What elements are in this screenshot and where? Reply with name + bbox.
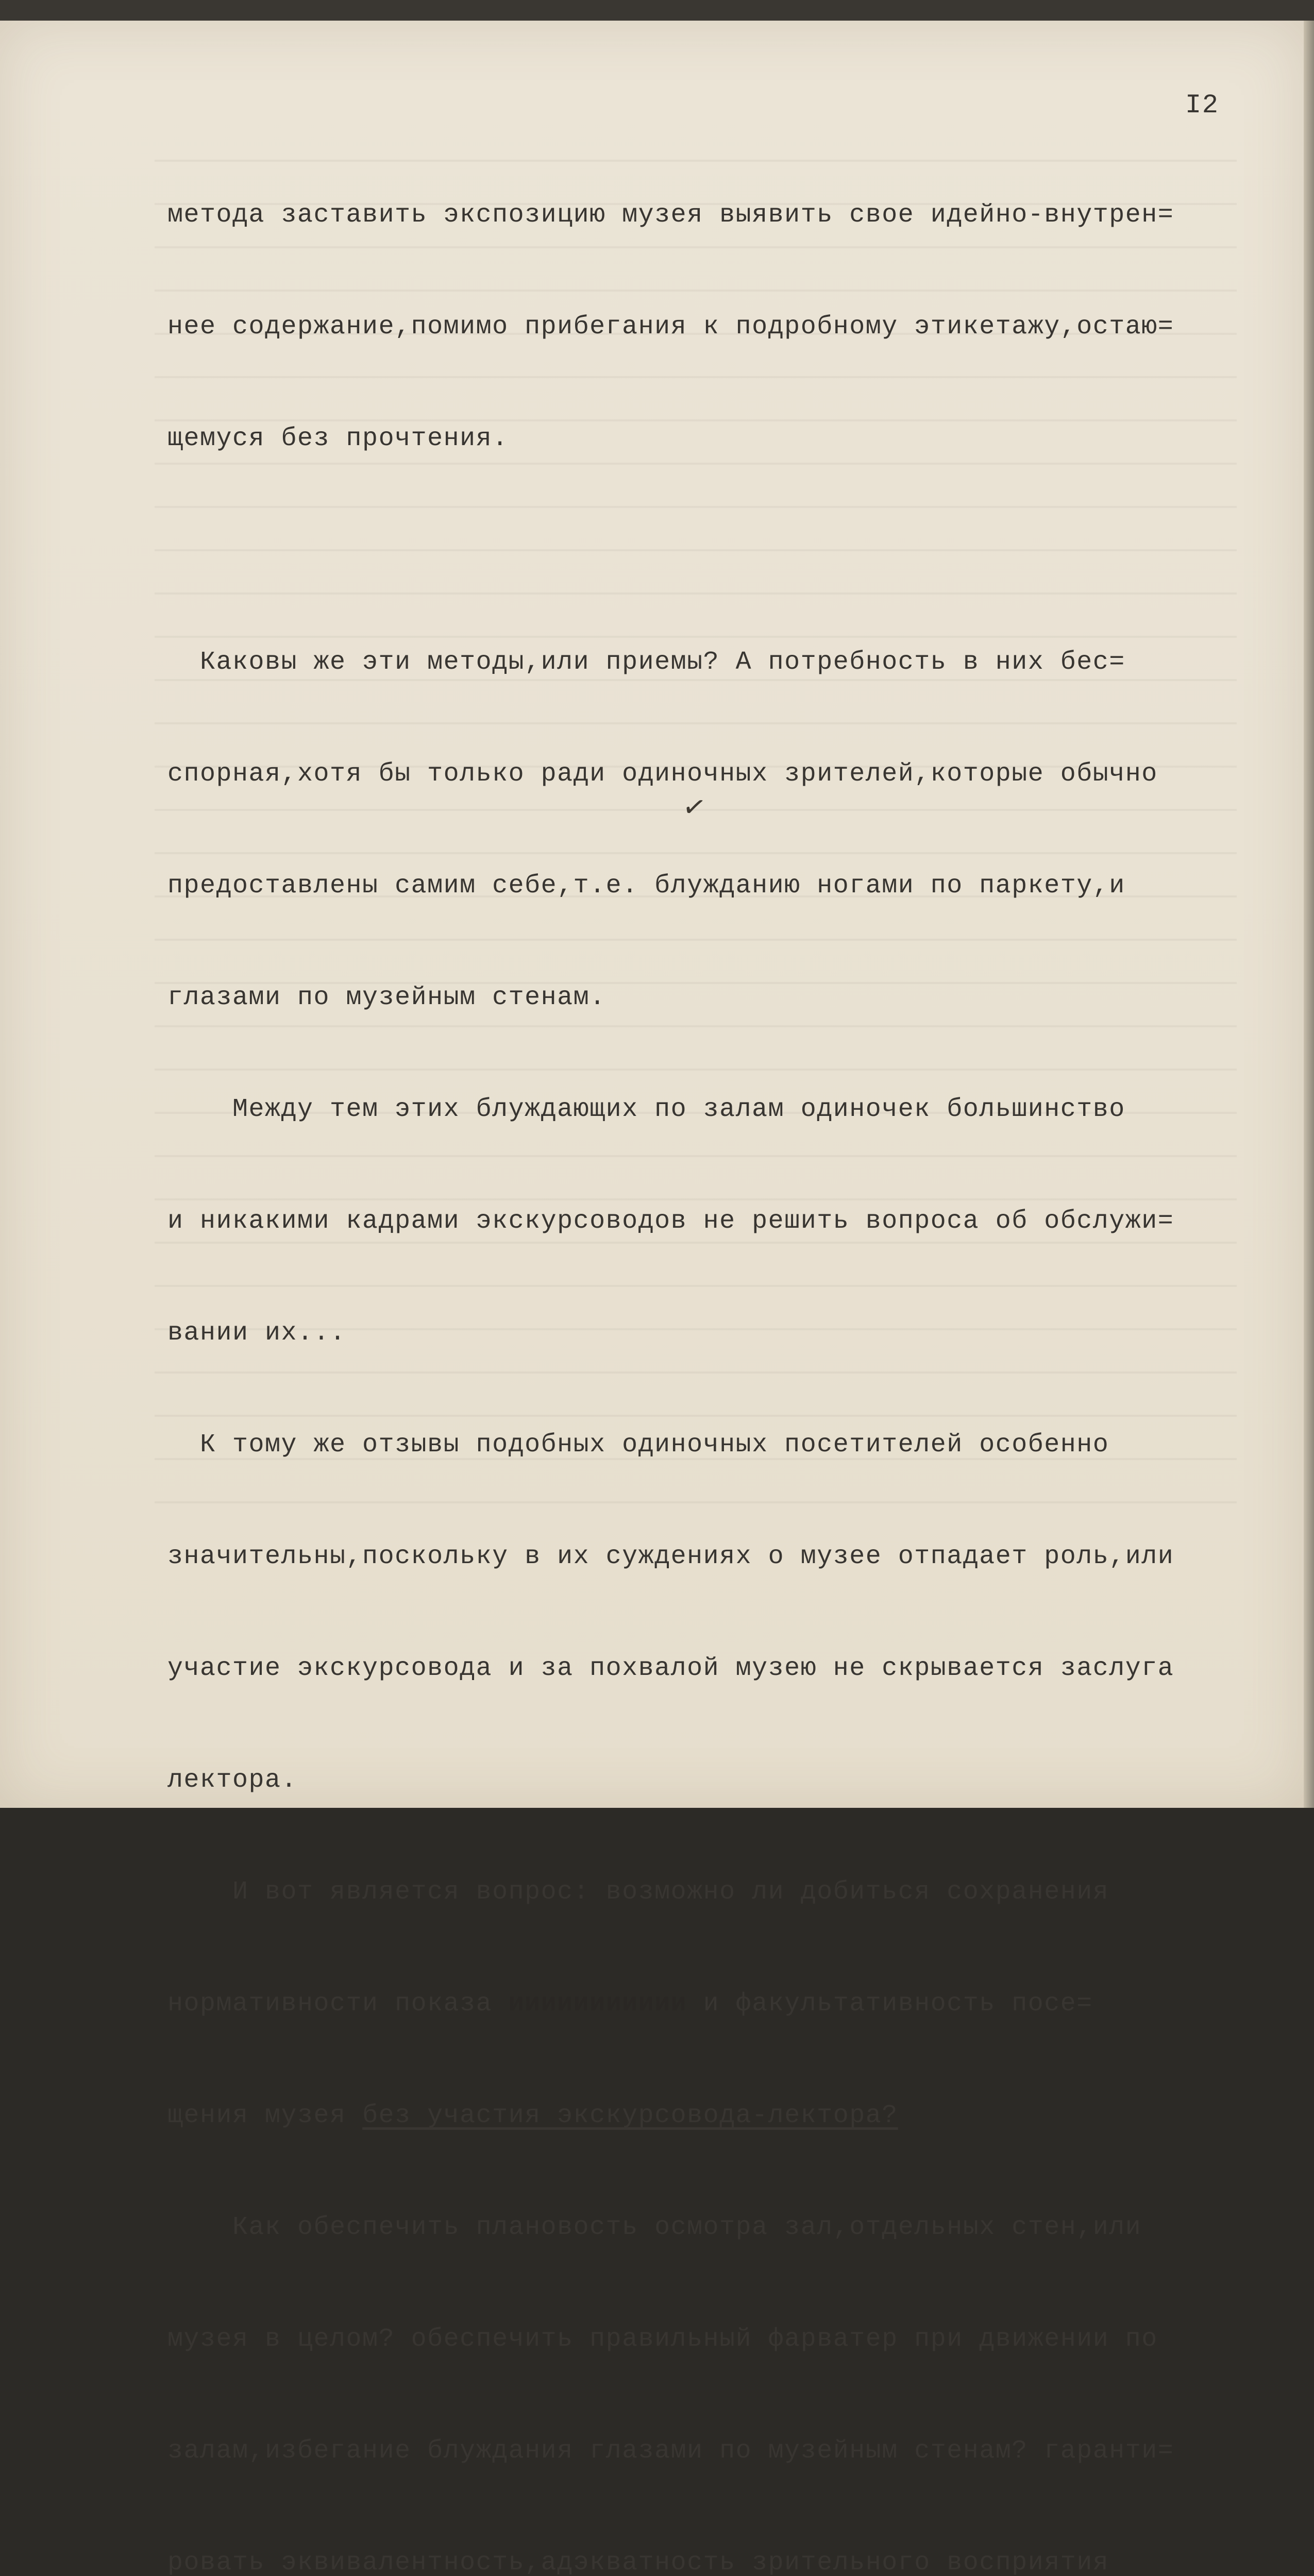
line-end: и факультативность посе=: [687, 1989, 1093, 2019]
text-line: К тому же отзывы подобных одиночных посетителей особенно: [167, 1430, 1109, 1460]
text-line: участие экскурсовода и за похвалой музею не скрывается заслуга: [167, 1654, 1174, 1683]
paper-edge: [1304, 21, 1314, 1808]
text-line-with-underline: [167, 2089, 1190, 2142]
text-line: музея в целом? обеспечить правильный фарватер при движении по: [167, 2325, 1158, 2354]
text-line: и никакими кадрами экскурсоводов не решить вопроса об обслужи=: [167, 1207, 1174, 1236]
text-line: метода заставить экспозицию музея выявить свое идейно-внутрен=: [167, 200, 1174, 230]
line-start: нормативности показа: [167, 1989, 509, 2019]
underlined-phrase: без участия экскурсовода-лектора?: [362, 2101, 898, 2130]
text-line: залам,избегание блуждания глазами по музейным стенам? гаранти=: [167, 2436, 1174, 2466]
text-line-with-strikeover: [167, 1977, 1190, 2030]
text-line: Как обеспечить плановость осмотра зал,отдельных стен,или: [167, 2213, 1142, 2242]
text-line: Между тем этих блуждающих по залам одиночек большинство: [167, 1095, 1125, 1124]
text-line: значительны,поскольку в их суждениях о музее отпадает роль,или: [167, 1542, 1174, 1571]
text-line: предоставлены самим себе,т.е. блужданию ногами по паркету,и: [167, 871, 1125, 901]
text-line: спорная,хотя бы только ради одиночных зрителей,которые обычно: [167, 759, 1158, 789]
blank-line: [167, 524, 1190, 577]
line-start: щения музея: [167, 2101, 363, 2130]
text-line: нее содержание,помимо прибегания к подробному этикетажу,остаю=: [167, 312, 1174, 342]
text-line: Каковы же эти методы,или приемы? А потребность в них бес=: [167, 648, 1125, 677]
typewritten-body: [167, 130, 1190, 2576]
text-line: вании их...: [167, 1318, 346, 1348]
handwritten-check-mark: ✓: [680, 789, 709, 825]
text-line: глазами по музейным стенам.: [167, 983, 606, 1012]
text-line: лектора.: [167, 1766, 298, 1795]
struck-out-word: иииииииииии: [508, 1989, 687, 2019]
text-line: И вот является вопрос: возможно ли добиться сохранения: [167, 1877, 1109, 1907]
text-line: ровать эквивалентность,адэкватность зрительного восприятия: [167, 2548, 1109, 2576]
page-number: I2: [1185, 90, 1219, 121]
text-line: щемуся без прочтения.: [167, 424, 509, 453]
